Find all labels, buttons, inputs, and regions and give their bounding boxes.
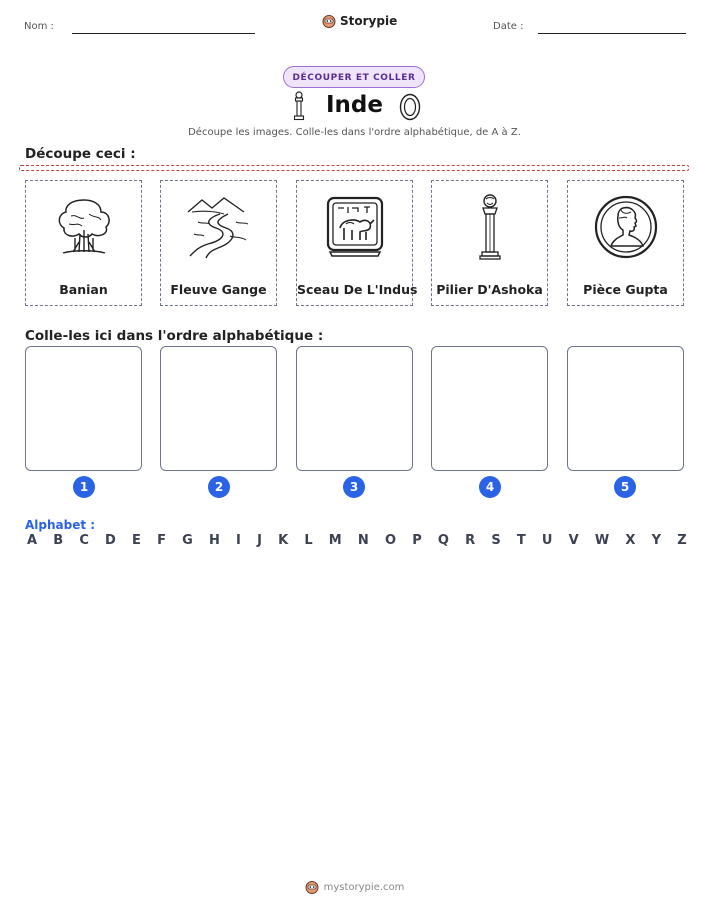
paste-slot-1[interactable] xyxy=(25,346,142,471)
slot-number-badge: 3 xyxy=(343,476,365,498)
storypie-mascot-icon xyxy=(305,880,319,894)
cut-card-piece-gupta[interactable] xyxy=(567,180,684,306)
alphabet-letter: H xyxy=(208,533,220,548)
date-line xyxy=(538,33,686,34)
alphabet-letter: C xyxy=(79,533,89,548)
card-label: Pilier D'Ashoka xyxy=(436,282,543,297)
slot-number-badge: 4 xyxy=(479,476,501,498)
slot-number-badge: 2 xyxy=(208,476,230,498)
banyan-tree-icon xyxy=(49,192,119,262)
alphabet-letter: L xyxy=(304,533,313,548)
alphabet-letter: I xyxy=(236,533,241,548)
instructions: Découpe les images. Colle-les dans l'ordre alphabétique, de A à Z. xyxy=(188,127,521,138)
card-label: Banian xyxy=(59,282,108,297)
alphabet-letter: Q xyxy=(437,533,449,548)
name-line xyxy=(72,33,255,34)
paste-slot-2[interactable] xyxy=(160,346,277,471)
alphabet-letter: G xyxy=(182,533,193,548)
cut-card-banian[interactable] xyxy=(25,180,142,306)
alphabet-letter: N xyxy=(357,533,369,548)
page-title: Inde xyxy=(326,92,383,118)
activity-badge: DÉCOUPER ET COLLER xyxy=(283,66,425,88)
paste-slot-4[interactable] xyxy=(431,346,548,471)
alphabet-letter: O xyxy=(384,533,397,548)
brand-name: Storypie xyxy=(340,14,398,28)
alphabet-letter: Y xyxy=(651,533,662,548)
alphabet-letter: W xyxy=(594,533,610,548)
brand-logo xyxy=(322,14,397,28)
card-label: Sceau De L'Indus xyxy=(297,282,418,297)
cut-line xyxy=(19,165,689,171)
paste-slot-5[interactable] xyxy=(567,346,684,471)
cut-card-fleuve-gange[interactable] xyxy=(160,180,277,306)
alphabet-row xyxy=(27,533,687,548)
alphabet-letter: P xyxy=(412,533,422,548)
alphabet-letter: M xyxy=(328,533,342,548)
alphabet-letter: D xyxy=(105,533,116,548)
card-label: Fleuve Gange xyxy=(170,282,267,297)
indus-seal-icon xyxy=(324,194,386,260)
alphabet-letter: F xyxy=(157,533,166,548)
paste-slot-3[interactable] xyxy=(296,346,413,471)
coin-decoration-icon xyxy=(399,93,421,121)
card-label: Pièce Gupta xyxy=(583,282,668,297)
gupta-coin-icon xyxy=(593,194,659,260)
alphabet-letter: K xyxy=(278,533,289,548)
footer xyxy=(0,880,709,894)
alphabet-letter: E xyxy=(132,533,141,548)
alphabet-letter: Z xyxy=(677,533,687,548)
alphabet-letter: V xyxy=(568,533,579,548)
slot-number-badge: 5 xyxy=(614,476,636,498)
slot-number-badge: 1 xyxy=(73,476,95,498)
cut-card-pilier-ashoka[interactable] xyxy=(431,180,548,306)
ashoka-pillar-icon xyxy=(475,192,505,262)
storypie-mascot-icon xyxy=(322,14,336,28)
alphabet-letter: B xyxy=(53,533,64,548)
footer-site[interactable]: mystorypie.com xyxy=(323,881,405,893)
cut-card-sceau-indus[interactable] xyxy=(296,180,418,306)
name-label: Nom : xyxy=(24,21,54,32)
alphabet-letter: X xyxy=(625,533,636,548)
alphabet-letter: S xyxy=(491,533,501,548)
alphabet-letter: R xyxy=(465,533,476,548)
alphabet-heading: Alphabet : xyxy=(25,518,96,532)
alphabet-letter: A xyxy=(27,533,38,548)
cut-section-heading: Découpe ceci : xyxy=(25,146,136,162)
river-icon xyxy=(184,194,254,260)
alphabet-letter: U xyxy=(541,533,553,548)
paste-section-heading: Colle-les ici dans l'ordre alphabétique : xyxy=(25,328,324,344)
date-label: Date : xyxy=(493,21,524,32)
alphabet-letter: T xyxy=(516,533,526,548)
alphabet-letter: J xyxy=(257,533,262,548)
